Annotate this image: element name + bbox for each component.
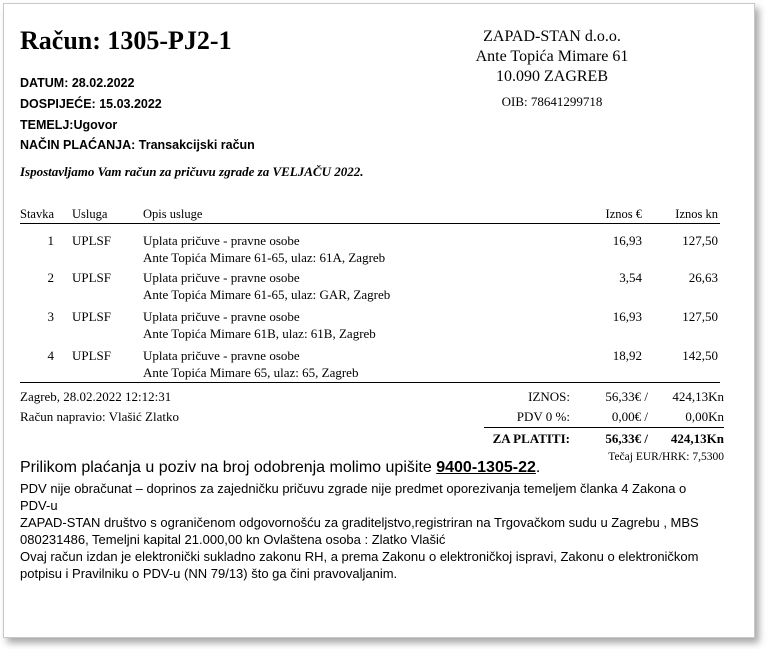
row-4-kn: 142,50 <box>682 348 718 363</box>
row-4-opis2: Ante Topića Mimare 65, ulaz: 65, Zagreb <box>143 365 359 380</box>
exchange-rate: Tečaj EUR/HRK: 7,5300 <box>608 451 724 463</box>
invoice-date <box>20 76 134 90</box>
due-date-value: 15.03.2022 <box>99 97 162 111</box>
platiti-eur: 56,33€ / <box>605 431 648 446</box>
payment-reference-text: Prilikom plaćanja u poziv na broj odobrenja molimo upišite <box>20 459 437 476</box>
row-3-eur: 16,93 <box>612 309 642 324</box>
row-3-usluga: UPLSF <box>72 309 112 324</box>
header-stavka: Stavka <box>20 207 55 221</box>
invoice-title: Račun: 1305-PJ2-1 <box>20 26 232 55</box>
payment-reference-number: 9400-1305-22 <box>436 459 536 476</box>
row-2-opis1: Uplata pričuve - pravne osobe <box>143 270 300 285</box>
invoice-page <box>3 3 755 638</box>
row-2-eur: 3,54 <box>619 270 642 285</box>
footer-legal-note: Ovaj račun izdan je elektronički sukladno zakonu RH, a prema Zakonu o elektroničkoj ispravi, Zakonu o elektroničkom potpisu i Pravilniku o PDV-u (NN 79/13) što ga čini pravovaljanim. <box>20 549 699 581</box>
payment-reference-end: . <box>535 459 541 476</box>
basis-value: Ugovor <box>73 118 118 132</box>
payment-method <box>20 138 255 152</box>
date-value: 28.02.2022 <box>71 76 135 90</box>
header-iznos-eur: Iznos € <box>605 207 642 221</box>
invoice-basis <box>20 118 117 132</box>
row-2-stavka: 2 <box>47 270 54 285</box>
header-iznos-kn: Iznos kn <box>675 207 718 221</box>
company-city: 10.090 ZAGREB <box>496 68 608 85</box>
invoice-intro: Ispostavljamo Vam račun za pričuvu zgrade za VELJAČU 2022. <box>20 164 364 179</box>
pdv-eur: 0,00€ / <box>611 409 648 424</box>
payment-method-value: Transakcijski račun <box>138 138 255 152</box>
iznos-eur: 56,33€ / <box>605 389 648 404</box>
company-street: Ante Topića Mimare 61 <box>475 48 629 65</box>
pdv-kn: 0,00Kn <box>685 409 724 424</box>
payment-reference <box>20 459 540 477</box>
row-1-opis2: Ante Topića Mimare 61-65, ulaz: 61A, Zagreb <box>143 250 386 265</box>
footer-vat-note: PDV nije obračunat – doprinos za zajedničku pričuvu zgrade nije predmet oporezivanja temeljem članka 4 Zakona o PDV-u <box>20 481 687 513</box>
row-4-opis1: Uplata pričuve - pravne osobe <box>143 348 300 363</box>
row-1-eur: 16,93 <box>612 233 642 248</box>
company-name: ZAPAD-STAN d.o.o. <box>483 28 621 45</box>
summary-divider <box>484 427 724 428</box>
header-divider <box>20 223 720 224</box>
row-3-opis2: Ante Topića Mimare 61B, ulaz: 61B, Zagreb <box>143 326 376 341</box>
header-opis: Opis usluge <box>143 207 203 221</box>
invoice-due-date <box>20 97 162 111</box>
row-1-stavka: 1 <box>47 233 54 248</box>
date-label: DATUM: <box>20 76 69 90</box>
iznos-label: IZNOS: <box>528 389 570 404</box>
footer-company-info: ZAPAD-STAN društvo s ograničenom odgovornošću za graditeljstvo,registriran na Trgovačkom sudu u Zagrebu , MBS 080231486, Temeljni kapital 21.000,00 kn Ovlaštena osoba : Zlatko Vlašić <box>20 515 699 547</box>
row-1-usluga: UPLSF <box>72 233 112 248</box>
row-3-opis1: Uplata pričuve - pravne osobe <box>143 309 300 324</box>
row-4-eur: 18,92 <box>612 348 642 363</box>
table-bottom-divider <box>20 382 720 383</box>
platiti-label: ZA PLATITI: <box>492 431 570 446</box>
place-date: Zagreb, 28.02.2022 12:12:31 <box>20 389 172 404</box>
row-3-kn: 127,50 <box>682 309 718 324</box>
row-1-kn: 127,50 <box>682 233 718 248</box>
footer-notes <box>20 480 720 582</box>
pdv-label: PDV 0 %: <box>516 409 570 424</box>
payment-method-label: NAČIN PLAĆANJA: <box>20 138 136 152</box>
row-2-usluga: UPLSF <box>72 270 112 285</box>
row-4-stavka: 4 <box>47 348 54 363</box>
row-3-stavka: 3 <box>47 309 54 324</box>
iznos-kn: 424,13Kn <box>672 389 724 404</box>
basis-label: TEMELJ: <box>20 118 74 132</box>
row-4-usluga: UPLSF <box>72 348 112 363</box>
made-by: Račun napravio: Vlašić Zlatko <box>20 409 179 424</box>
row-2-opis2: Ante Topića Mimare 61-65, ulaz: GAR, Zagreb <box>143 287 391 302</box>
due-date-label: DOSPIJEĆE: <box>20 97 96 111</box>
header-usluga: Usluga <box>72 207 108 221</box>
platiti-kn: 424,13Kn <box>670 431 724 446</box>
row-1-opis1: Uplata pričuve - pravne osobe <box>143 233 300 248</box>
company-oib: OIB: 78641299718 <box>501 94 603 109</box>
row-2-kn: 26,63 <box>688 270 718 285</box>
